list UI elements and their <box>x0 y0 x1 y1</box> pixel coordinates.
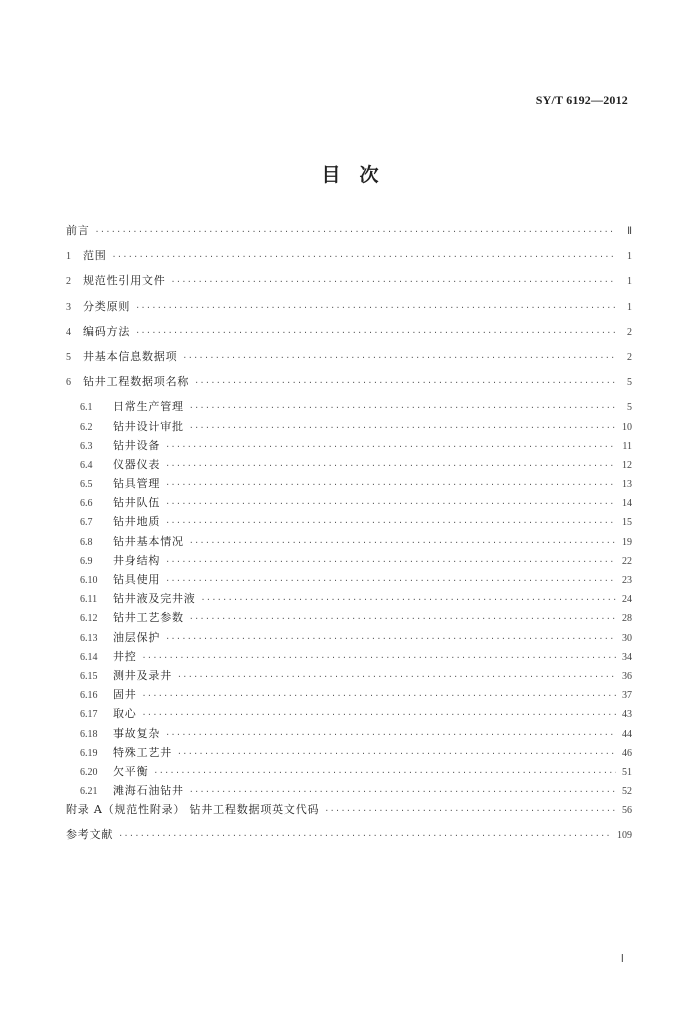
toc-entry-page: 43 <box>622 709 632 721</box>
toc-entry-page: 28 <box>622 613 632 625</box>
toc-entry-label: 欠平衡 <box>113 764 149 778</box>
dot-leader <box>177 670 616 683</box>
toc-entry-page: 5 <box>627 402 632 414</box>
toc-entry-label: 钻井设备 <box>113 438 161 452</box>
toc-entry-label: 日常生产管理 <box>113 400 184 414</box>
toc-entry-number: 6.7 <box>80 517 93 529</box>
dot-leader <box>165 516 616 529</box>
toc-entry-number: 6.18 <box>80 728 98 740</box>
dot-leader <box>142 651 616 664</box>
toc-entry[interactable] <box>66 611 632 630</box>
toc-entry-label: 油层保护 <box>113 630 161 644</box>
toc-entry-page: 37 <box>622 690 632 702</box>
toc-entry-number: 4 <box>66 326 71 338</box>
toc-entry[interactable] <box>66 458 632 477</box>
dot-leader <box>165 632 616 645</box>
standard-code: SY/T 6192—2012 <box>535 93 628 107</box>
toc-entry-label: 编码方法 <box>83 324 131 338</box>
dot-leader <box>95 225 616 238</box>
toc-entry-number: 6.14 <box>80 651 98 663</box>
dot-leader <box>165 497 616 510</box>
dot-leader <box>194 376 616 389</box>
toc-entry-number: 6.17 <box>80 709 98 721</box>
dot-leader <box>171 275 616 288</box>
toc-entry-page: 46 <box>622 747 632 759</box>
toc-entry[interactable] <box>66 400 632 419</box>
toc-entry-page: 23 <box>622 575 632 586</box>
toc-entry-number: 6.6 <box>80 498 93 510</box>
toc-entry-label: 仪器仪表 <box>113 457 161 471</box>
toc-entry-label: 钻井地质 <box>113 515 161 529</box>
toc-entry[interactable] <box>66 746 632 765</box>
toc-entry[interactable] <box>66 496 632 515</box>
dot-leader <box>142 689 616 702</box>
dot-leader <box>142 708 616 721</box>
toc-entry-page: 5 <box>627 377 632 389</box>
dot-leader <box>201 593 616 606</box>
toc-entry-page: 109 <box>617 830 632 842</box>
toc-entry[interactable] <box>66 707 632 726</box>
toc-entry[interactable] <box>66 375 632 400</box>
toc-entry-number: 2 <box>66 276 71 288</box>
toc-entry-page: 22 <box>622 555 632 567</box>
toc-entry[interactable] <box>66 688 632 707</box>
toc-entry-page: 36 <box>622 670 632 682</box>
toc-entry[interactable] <box>66 477 632 496</box>
toc-entry-page: 24 <box>622 594 632 606</box>
toc-entry[interactable] <box>66 249 632 274</box>
toc-entry-number: 6.5 <box>80 479 93 491</box>
toc-entry-page: 56 <box>622 805 632 817</box>
table-of-contents <box>66 224 632 854</box>
toc-entry[interactable] <box>66 727 632 746</box>
toc-entry-number: 6.10 <box>80 575 98 586</box>
page-title: 目 次 <box>321 164 379 186</box>
dot-leader <box>324 804 616 817</box>
dot-leader <box>165 459 616 472</box>
toc-entry-number: 1 <box>66 251 71 263</box>
dot-leader <box>135 326 616 339</box>
toc-entry-page: 51 <box>622 766 632 778</box>
toc-entry[interactable] <box>66 274 632 299</box>
toc-entry-page: 44 <box>622 728 632 740</box>
toc-entry-number: 6.21 <box>80 786 98 798</box>
dot-leader <box>177 747 616 760</box>
toc-entry-page: 15 <box>622 517 632 529</box>
toc-entry-label: 分类原则 <box>83 299 131 313</box>
toc-entry-number: 6.2 <box>80 421 93 433</box>
toc-entry-label: 钻井设计审批 <box>113 419 184 433</box>
toc-entry-page: 2 <box>627 326 632 338</box>
toc-entry-label: 参考文献 <box>66 828 114 842</box>
toc-entry[interactable] <box>66 515 632 534</box>
toc-entry[interactable] <box>66 803 632 828</box>
toc-entry-page: 14 <box>622 498 632 510</box>
toc-entry-page: 1 <box>627 276 632 288</box>
toc-entry[interactable] <box>66 650 632 669</box>
toc-entry[interactable] <box>66 592 632 611</box>
toc-entry[interactable] <box>66 439 632 458</box>
dot-leader <box>112 250 616 263</box>
toc-entry[interactable] <box>66 573 632 592</box>
toc-entry-number: 6.12 <box>80 613 98 625</box>
toc-entry-number: 6.3 <box>80 440 93 452</box>
toc-entry-label: 井身结构 <box>113 553 161 567</box>
dot-leader <box>165 555 616 568</box>
toc-entry[interactable] <box>66 554 632 573</box>
toc-entry-page: 13 <box>622 479 632 491</box>
toc-entry-number: 6.4 <box>80 459 93 471</box>
toc-entry-label: 钻井液及完井液 <box>113 592 196 606</box>
toc-entry[interactable] <box>66 300 632 325</box>
toc-entry-page: Ⅱ <box>627 226 632 237</box>
dot-leader <box>189 421 616 434</box>
toc-entry-page: 12 <box>622 459 632 471</box>
dot-leader <box>189 401 616 414</box>
toc-entry-number: 6.8 <box>80 536 93 548</box>
dot-leader <box>165 728 616 741</box>
dot-leader <box>135 301 616 314</box>
dot-leader <box>153 766 616 779</box>
toc-entry-number: 3 <box>66 301 71 313</box>
toc-entry-label: 滩海石油钻井 <box>113 784 184 798</box>
toc-entry[interactable] <box>66 224 632 249</box>
toc-entry-page: 30 <box>622 632 632 644</box>
toc-entry-number: 6.16 <box>80 690 98 702</box>
toc-entry[interactable] <box>66 535 632 554</box>
toc-entry-label: 井控 <box>113 649 137 663</box>
toc-entry-label: 钻井队伍 <box>113 496 161 510</box>
toc-entry-page: 52 <box>622 786 632 798</box>
toc-entry-label: 钻具管理 <box>113 477 161 491</box>
toc-entry-page: 2 <box>627 351 632 363</box>
toc-entry-number: 6.19 <box>80 747 98 759</box>
toc-entry[interactable] <box>66 784 632 803</box>
dot-leader <box>165 574 616 587</box>
dot-leader <box>182 351 616 364</box>
toc-entry[interactable] <box>66 420 632 439</box>
toc-entry[interactable] <box>66 350 632 375</box>
toc-entry[interactable] <box>66 828 632 853</box>
page-number: Ⅰ <box>620 953 624 965</box>
dot-leader <box>189 785 616 798</box>
toc-entry[interactable] <box>66 631 632 650</box>
toc-entry-label: 钻具使用 <box>113 573 161 586</box>
toc-entry-label: 取心 <box>113 707 137 721</box>
toc-entry-page: 34 <box>622 651 632 663</box>
dot-leader <box>165 478 616 491</box>
toc-entry-label: 范围 <box>83 249 107 263</box>
toc-entry-number: 6.1 <box>80 402 93 414</box>
toc-entry-label: 特殊工艺井 <box>113 745 172 759</box>
toc-entry-page: 10 <box>622 421 632 433</box>
toc-entry-label: 附录 A（规范性附录） 钻井工程数据项英文代码 <box>66 803 320 817</box>
toc-entry-label: 规范性引用文件 <box>83 274 166 288</box>
toc-entry-number: 6.15 <box>80 670 98 682</box>
toc-entry-label: 井基本信息数据项 <box>83 349 178 363</box>
toc-entry[interactable] <box>66 325 632 350</box>
toc-entry-label: 前言 <box>66 224 90 237</box>
toc-entry-number: 6.9 <box>80 555 93 567</box>
toc-entry-number: 6.13 <box>80 632 98 644</box>
toc-entry-label: 固井 <box>113 688 137 702</box>
toc-entry-number: 6.20 <box>80 766 98 778</box>
toc-entry-label: 钻井工程数据项名称 <box>83 375 190 389</box>
toc-entry-label: 测井及录井 <box>113 668 172 682</box>
toc-entry-page: 1 <box>627 301 632 313</box>
dot-leader <box>165 440 616 453</box>
dot-leader <box>118 829 613 842</box>
toc-entry-page: 11 <box>622 440 632 452</box>
dot-leader <box>189 536 616 549</box>
toc-entry-label: 钻井工艺参数 <box>113 611 184 625</box>
toc-entry-page: 19 <box>622 536 632 548</box>
toc-entry-number: 6 <box>66 377 71 389</box>
toc-entry-page: 1 <box>627 251 632 263</box>
toc-entry-label: 钻井基本情况 <box>113 534 184 548</box>
toc-entry-number: 5 <box>66 351 71 363</box>
toc-entry[interactable] <box>66 669 632 688</box>
toc-entry-number: 6.11 <box>80 594 98 606</box>
toc-entry[interactable] <box>66 765 632 784</box>
dot-leader <box>189 612 616 625</box>
toc-entry-label: 事故复杂 <box>113 726 161 740</box>
